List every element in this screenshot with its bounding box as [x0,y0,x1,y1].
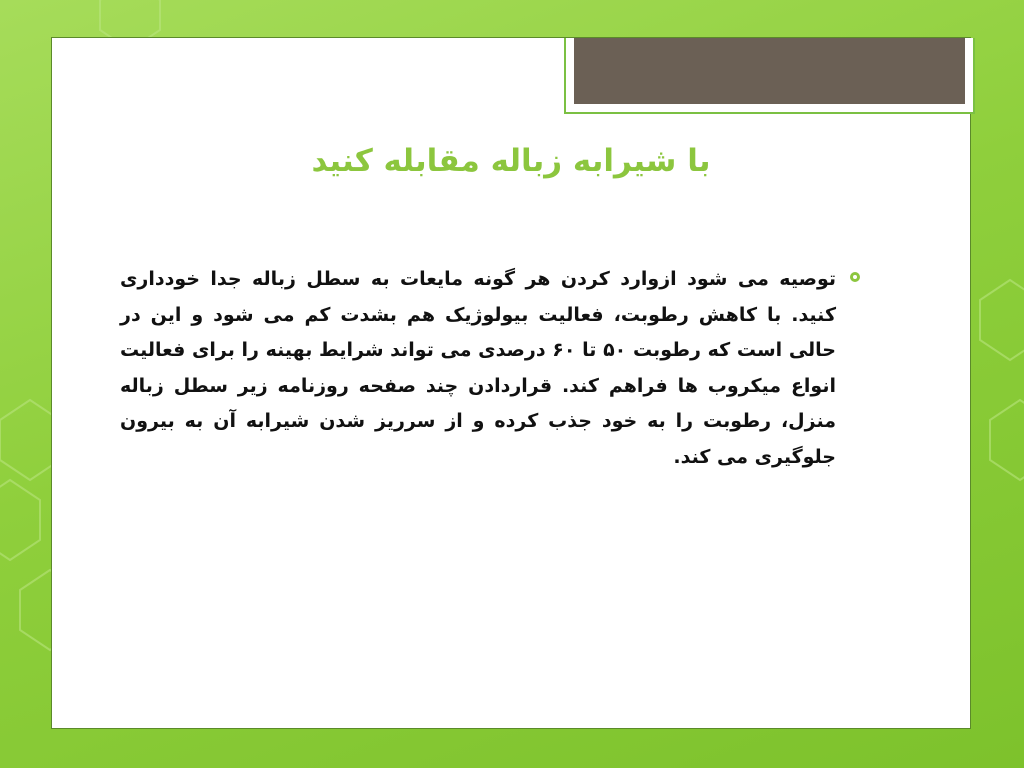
bullet-icon [850,272,860,282]
header-image [574,38,965,104]
image-frame [564,38,975,114]
body-content [120,262,860,475]
body-paragraph: توصیه می شود ازوارد کردن هر گونه مایعات به سطل زباله جدا خودداری کنید. با کاهش رطوبت، فعالیت بیولوژیک هم بشدت کم می شود و این در حالی است که رطوبت ۵۰ تا ۶۰ درصدی می تواند شرایط بهینه را برای فعالیت انواع میکروب ها فراهم کند. قراردادن چند صفحه روزنامه زیر سطل زباله منزل، رطوبت را به خود جذب کرده و از سرریز شدن شیرابه آن به بیرون جلوگیری می کند. [120,268,837,468]
slide-title: با شیرابه زباله مقابله کنید [311,143,711,179]
